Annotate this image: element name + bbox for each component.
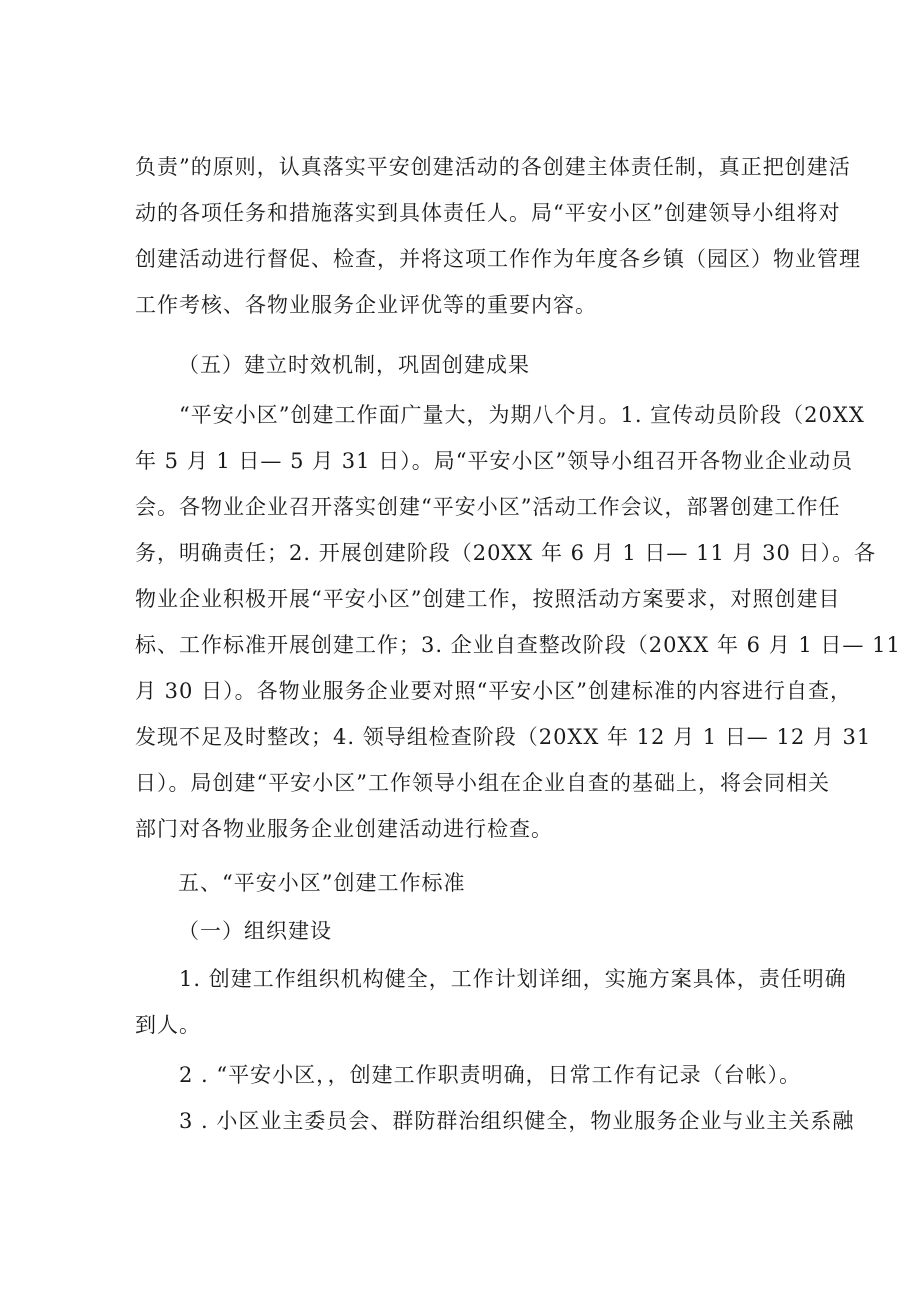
text-line: 月 30 日）。各物业服务企业要对照“平安小区”创建标准的内容进行自查， <box>135 679 853 703</box>
heading-line: （一）组织建设 <box>178 919 332 943</box>
text-line: “平安小区”创建工作面广量大，为期八个月。1. 宣传动员阶段（20XX <box>179 403 865 427</box>
text-line: 日）。局创建“平安小区”工作领导小组在企业自查的基础上，将会同相关 <box>135 771 830 795</box>
subsection-heading-1 <box>178 908 838 954</box>
text-line: 部门对各物业服务企业创建活动进行检查。 <box>135 817 553 841</box>
text-line: 1. 创建工作组织机构健全，工作计划详细，实施方案具体，责任明确 <box>179 967 847 991</box>
section-heading-five <box>178 860 838 906</box>
heading-line: （五）建立时效机制，巩固创建成果 <box>178 353 530 377</box>
paragraph-principle <box>135 144 861 328</box>
text-line: 动的各项任务和措施落实到具体责任人。局“平安小区”创建领导小组将对 <box>135 201 841 225</box>
item-1 <box>135 956 847 1048</box>
text-line: 物业企业积极开展“平安小区”创建工作，按照活动方案要求，对照创建目 <box>135 587 841 611</box>
text-line: 年 5 月 1 日— 5 月 31 日）。局“平安小区”领导小组召开各物业企业动员 <box>135 449 854 473</box>
section-heading-5 <box>178 342 838 388</box>
text-line: 负责”的原则，认真落实平安创建活动的各创建主体责任制，真正把创建活 <box>135 155 851 179</box>
heading-line: 五、“平安小区”创建工作标准 <box>178 871 466 895</box>
item-3 <box>135 1098 855 1144</box>
text-line: 务，明确责任；2. 开展创建阶段（20XX 年 6 月 1 日— 11 月 30 日）。各 <box>135 541 877 565</box>
paragraph-stages <box>135 392 901 852</box>
text-line: 到人。 <box>135 1013 201 1037</box>
text-line: 发现不足及时整改；4. 领导组检查阶段（20XX 年 12 月 1 日— 12 月 31 <box>135 725 872 749</box>
text-line: 3 . 小区业主委员会、群防群治组织健全，物业服务企业与业主关系融 <box>179 1109 855 1133</box>
text-line: 标、工作标准开展创建工作；3. 企业自查整改阶段（20XX 年 6 月 1 日— 11 <box>135 633 901 657</box>
item-2 <box>135 1052 802 1098</box>
text-line: 工作考核、各物业服务企业评优等的重要内容。 <box>135 293 597 317</box>
text-line: 2 . “平安小区，，创建工作职责明确，日常工作有记录（台帐）。 <box>179 1063 802 1087</box>
text-line: 创建活动进行督促、检查，并将这项工作作为年度各乡镇（园区）物业管理 <box>135 247 861 271</box>
text-line: 会。各物业企业召开落实创建“平安小区”活动工作会议，部署创建工作任 <box>135 495 841 519</box>
